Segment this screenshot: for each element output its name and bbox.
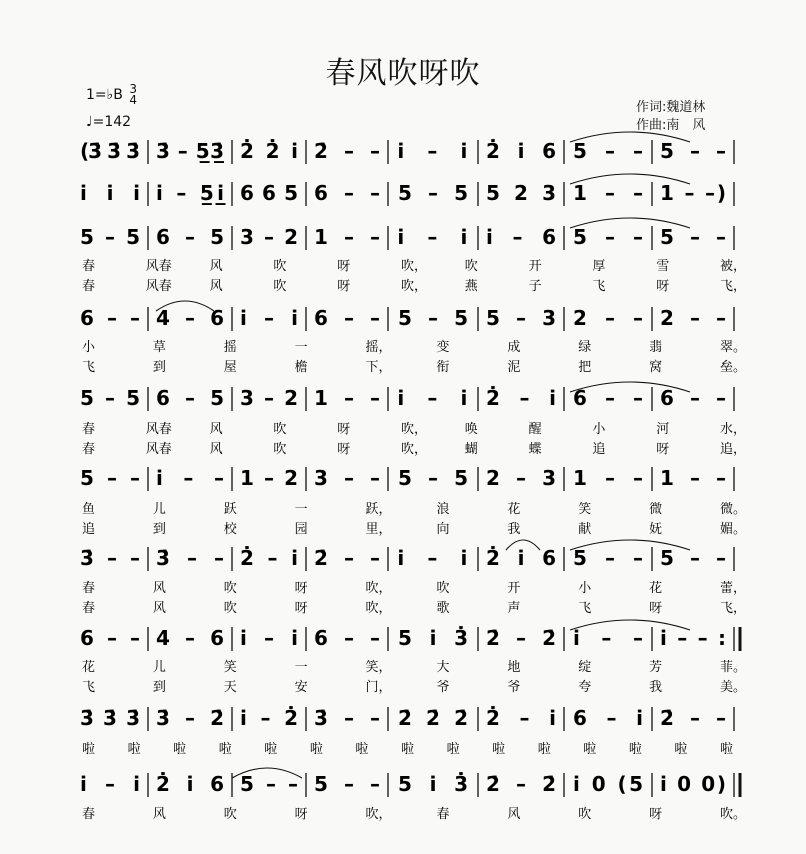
lyric-syllable: 笑 bbox=[223, 660, 237, 675]
lyric-syllable: 爷 bbox=[507, 680, 521, 695]
lyric-syllable: 花 bbox=[507, 502, 521, 517]
lyric-syllable: 献 bbox=[578, 522, 592, 537]
lyric-syllable: 啦 bbox=[628, 742, 642, 757]
lyric-syllable: 风 bbox=[209, 422, 223, 437]
measure-notes: 4 – 6 bbox=[156, 626, 224, 650]
lyric-syllable: 雪 bbox=[656, 259, 670, 274]
measure-notes: i̇ – i̇ bbox=[397, 139, 468, 163]
measure-notes: 2̇ – i̇ bbox=[486, 386, 556, 410]
measure-notes: 3 – 2 bbox=[240, 225, 298, 249]
lyric-syllable: 微 bbox=[649, 502, 663, 517]
tempo-mark: ♩=142 bbox=[86, 114, 132, 130]
lyric-syllable: 妩 bbox=[649, 522, 663, 537]
lyric-syllable: 啦 bbox=[82, 742, 96, 757]
lyric-syllable: 儿 bbox=[152, 660, 166, 675]
lyric-syllable: 呀 bbox=[337, 259, 351, 274]
measure-notes: 2̇ – – bbox=[314, 139, 380, 163]
lyric-syllable: 呀 bbox=[649, 601, 663, 616]
lyric-syllable: 窝 bbox=[649, 360, 663, 375]
lyric-syllable: 小 bbox=[578, 581, 592, 596]
lyric-syllable: 春 bbox=[82, 422, 96, 437]
lyric-syllable: 笑 bbox=[578, 502, 592, 517]
measure-notes: 2̇ – 2̇ bbox=[486, 772, 556, 796]
measure-notes: 6 – 5 bbox=[156, 386, 224, 410]
measure-notes: 2̇ – i̇ bbox=[240, 546, 298, 570]
lyric-syllable: 追， bbox=[720, 442, 747, 457]
lyric-syllable: 吹， bbox=[401, 259, 428, 274]
lyric-syllable: 被， bbox=[720, 259, 747, 274]
measure-notes: 1 – 2 bbox=[240, 466, 298, 490]
lyric-syllable: 成 bbox=[507, 340, 521, 355]
measure-notes: 2̇ 2̇ 2̇ bbox=[398, 706, 468, 730]
measure-notes: 5 i̇ 3̇ bbox=[398, 626, 468, 650]
measure-notes: i̇ – i̇ bbox=[397, 225, 468, 249]
lyric-syllable: 吹 bbox=[464, 259, 478, 274]
lyric-syllable: 吹 bbox=[273, 442, 287, 457]
lyric-syllable: 春 bbox=[82, 807, 96, 822]
measure-notes: i̇ 0 0) bbox=[660, 772, 726, 796]
lyric-syllable: 泥 bbox=[507, 360, 521, 375]
lyric-syllable: 风 bbox=[209, 442, 223, 457]
measure-notes: i̇ 0 (5 bbox=[573, 772, 643, 796]
lyric-syllable: 草 bbox=[152, 340, 166, 355]
lyric-syllable: 花 bbox=[649, 581, 663, 596]
lyric-syllable: 醒 bbox=[528, 422, 542, 437]
meter-numerator: 3 bbox=[129, 82, 137, 96]
lyric-syllable: 吹 bbox=[436, 581, 450, 596]
lyric-syllable: 到 bbox=[152, 360, 166, 375]
measure-notes: 3 – 2 bbox=[240, 386, 298, 410]
measure-notes: 5 2 3 bbox=[486, 181, 556, 205]
measure-notes: 1 – – bbox=[573, 181, 643, 205]
measure-notes: 3̇ 3̇ 3̇ bbox=[80, 706, 140, 730]
lyric-syllable: 我 bbox=[649, 680, 663, 695]
measure-notes: i̇ – i̇ bbox=[240, 626, 298, 650]
lyric-syllable: 春 bbox=[436, 807, 450, 822]
lyric-syllable: 呀 bbox=[656, 442, 670, 457]
measure-notes: 6 – – bbox=[573, 386, 643, 410]
measure-notes: 3̇ – – bbox=[80, 546, 140, 570]
lyric-syllable: 屋 bbox=[223, 360, 237, 375]
lyric-syllable: 风 bbox=[152, 581, 166, 596]
lyric-syllable: 飞 bbox=[592, 279, 606, 294]
lyric-syllable: 园 bbox=[294, 522, 308, 537]
measure-notes: 4 – 6 bbox=[156, 306, 224, 330]
lyric-syllable: 一 bbox=[294, 340, 308, 355]
lyric-syllable: 歌 bbox=[436, 601, 450, 616]
lyric-syllable: 呀 bbox=[294, 601, 308, 616]
lyric-syllable: 檐 bbox=[294, 360, 308, 375]
lyric-syllable: 小 bbox=[82, 340, 96, 355]
lyric-syllable: 花 bbox=[82, 660, 96, 675]
lyric-syllable: 到 bbox=[152, 680, 166, 695]
lyric-syllable: 吹 bbox=[273, 422, 287, 437]
measure-notes: 2̇ i̇ 6 bbox=[156, 772, 224, 796]
lyric-syllable: 厚 bbox=[592, 259, 606, 274]
song-title: 春风吹呀吹 bbox=[325, 56, 481, 91]
measure-notes: 5 – – bbox=[573, 546, 643, 570]
measure-notes: i̇ – – : bbox=[660, 626, 726, 650]
measure-notes: 5 – 5 bbox=[398, 306, 468, 330]
lyric-syllable: 摇， bbox=[365, 340, 392, 355]
measure-notes: 2̇ i̇ 6 bbox=[486, 139, 556, 163]
lyric-syllable: 地 bbox=[507, 660, 521, 675]
lyric-syllable: 水， bbox=[720, 422, 747, 437]
lyric-syllable: 一 bbox=[294, 660, 308, 675]
lyric-syllable: 飞 bbox=[82, 360, 96, 375]
measure-notes: i̇ – i̇ bbox=[240, 306, 298, 330]
lyric-syllable: 呀 bbox=[656, 279, 670, 294]
lyric-syllable: 吹， bbox=[365, 807, 392, 822]
measure-notes: 2̇ 2̇ i̇ bbox=[240, 139, 298, 163]
lyric-syllable: 摇 bbox=[223, 340, 237, 355]
lyric-syllable: 开 bbox=[507, 581, 521, 596]
measure-notes: 6 6 5 bbox=[240, 181, 298, 205]
measure-notes: 1 – – bbox=[314, 225, 380, 249]
lyric-syllable: 鱼 bbox=[82, 502, 96, 517]
lyric-syllable: 跃 bbox=[223, 502, 237, 517]
lyric-syllable: 风 bbox=[507, 807, 521, 822]
lyric-syllable: 吹 bbox=[223, 807, 237, 822]
lyric-syllable: 变 bbox=[436, 340, 450, 355]
measure-notes: 5 – – bbox=[660, 225, 726, 249]
lyric-syllable: 吹， bbox=[365, 601, 392, 616]
measure-notes: i̇ – i̇ bbox=[80, 772, 140, 796]
lyric-syllable: 菲。 bbox=[720, 660, 747, 675]
lyric-syllable: 风 bbox=[152, 601, 166, 616]
measure-notes: 6 – – bbox=[314, 181, 380, 205]
lyric-syllable: 啦 bbox=[401, 742, 415, 757]
lyric-syllable: 门， bbox=[365, 680, 392, 695]
lyric-syllable: 儿 bbox=[152, 502, 166, 517]
lyric-syllable: 春 bbox=[82, 279, 96, 294]
lyric-syllable: 啦 bbox=[537, 742, 551, 757]
measure-notes: 5 – – bbox=[240, 772, 298, 796]
measure-notes: 5 – 5 bbox=[80, 386, 140, 410]
lyric-syllable: 我 bbox=[507, 522, 521, 537]
measure-notes: 6 – – bbox=[80, 626, 140, 650]
lyric-syllable: 吹 bbox=[578, 807, 592, 822]
key-label: 1=♭B bbox=[86, 87, 123, 103]
lyric-syllable: 蝶 bbox=[528, 442, 542, 457]
lyric-syllable: 开 bbox=[528, 259, 542, 274]
measure-notes: i̇ i̇ i̇ bbox=[80, 181, 140, 205]
lyric-syllable: 追 bbox=[82, 522, 96, 537]
measure-notes: i̇ – 5̲i̲̇ bbox=[156, 181, 224, 205]
lyric-syllable: 风 bbox=[209, 259, 223, 274]
lyric-syllable: 呀 bbox=[337, 279, 351, 294]
measure-notes: 3̇ – 2̇ bbox=[156, 706, 224, 730]
measure-notes: 2̇ i̇ 6 bbox=[486, 546, 556, 570]
lyric-syllable: 吹， bbox=[401, 422, 428, 437]
lyric-syllable: 风春 bbox=[145, 259, 172, 274]
measure-notes: i̇ – – bbox=[156, 466, 224, 490]
measure-notes: 5 – 3 bbox=[486, 306, 556, 330]
lyric-syllable: 风春 bbox=[145, 422, 172, 437]
lyric-syllable: 向 bbox=[436, 522, 450, 537]
measure-notes: (3̇ 3̇ 3̇ bbox=[80, 139, 140, 163]
lyric-syllable: 呀 bbox=[649, 807, 663, 822]
lyric-syllable: 飞 bbox=[82, 680, 96, 695]
measure-notes: 5 i̇ 3̇ bbox=[398, 772, 468, 796]
lyric-syllable: 翡 bbox=[649, 340, 663, 355]
measure-notes: 1 – – bbox=[660, 466, 726, 490]
lyric-syllable: 呀 bbox=[294, 807, 308, 822]
lyric-syllable: 燕 bbox=[464, 279, 478, 294]
lyric-syllable: 追 bbox=[592, 442, 606, 457]
composer: 作曲:南 风 bbox=[636, 118, 706, 133]
lyric-syllable: 春 bbox=[82, 259, 96, 274]
lyric-syllable: 吹 bbox=[223, 601, 237, 616]
lyric-syllable: 风 bbox=[152, 807, 166, 822]
measure-notes: 2 – – bbox=[573, 306, 643, 330]
lyric-syllable: 微。 bbox=[720, 502, 747, 517]
lyric-syllable: 子 bbox=[528, 279, 542, 294]
lyric-syllable: 风春 bbox=[145, 279, 172, 294]
measure-notes: i̇ – – bbox=[573, 626, 643, 650]
lyric-syllable: 一 bbox=[294, 502, 308, 517]
lyric-syllable: 爷 bbox=[436, 680, 450, 695]
lyric-syllable: 啦 bbox=[173, 742, 187, 757]
lyric-syllable: 吹， bbox=[401, 279, 428, 294]
measure-notes: 2̇ – – bbox=[660, 706, 726, 730]
measure-notes: i̇ – 6 bbox=[486, 225, 556, 249]
lyric-syllable: 啦 bbox=[583, 742, 597, 757]
lyric-syllable: 跃， bbox=[365, 502, 392, 517]
lyric-syllable: 小 bbox=[592, 422, 606, 437]
lyric-syllable: 啦 bbox=[720, 742, 734, 757]
measure-notes: 6 – – bbox=[314, 626, 380, 650]
lyric-syllable: 吹， bbox=[401, 442, 428, 457]
lyric-syllable: 绿 bbox=[578, 340, 592, 355]
lyric-syllable: 蕾， bbox=[720, 581, 747, 596]
measure-notes: 2̇ – – bbox=[314, 546, 380, 570]
lyric-syllable: 呀 bbox=[337, 422, 351, 437]
lyric-syllable: 声 bbox=[507, 601, 521, 616]
lyric-syllable: 吹。 bbox=[720, 807, 747, 822]
lyric-syllable: 绽 bbox=[578, 660, 592, 675]
lyric-syllable: 啦 bbox=[674, 742, 688, 757]
lyricist: 作词:魏道林 bbox=[636, 100, 706, 115]
lyric-syllable: 美。 bbox=[720, 680, 747, 695]
lyric-syllable: 芳 bbox=[649, 660, 663, 675]
measure-notes: 5 – – bbox=[80, 466, 140, 490]
measure-notes: 5 – – bbox=[573, 225, 643, 249]
measure-notes: 6 – – bbox=[660, 386, 726, 410]
measure-notes: 5 – 5 bbox=[398, 181, 468, 205]
lyric-syllable: 唤 bbox=[464, 422, 478, 437]
lyric-syllable: 翠。 bbox=[720, 340, 747, 355]
measure-notes: 6 – i̇ bbox=[573, 706, 643, 730]
measure-notes: 5 – 5 bbox=[398, 466, 468, 490]
lyric-syllable: 春 bbox=[82, 581, 96, 596]
lyric-syllable: 风 bbox=[209, 279, 223, 294]
lyric-syllable: 啦 bbox=[309, 742, 323, 757]
lyric-syllable: 啦 bbox=[264, 742, 278, 757]
lyric-syllable: 把 bbox=[578, 360, 592, 375]
measure-notes: 1 – – bbox=[573, 466, 643, 490]
lyric-syllable: 垒。 bbox=[720, 360, 747, 375]
measure-notes: 3̇ – – bbox=[314, 706, 380, 730]
measure-notes: 2 – 3 bbox=[486, 466, 556, 490]
lyric-syllable: 校 bbox=[223, 522, 237, 537]
measure-notes: 5 – 5 bbox=[80, 225, 140, 249]
lyric-syllable: 大 bbox=[436, 660, 450, 675]
lyric-syllable: 啦 bbox=[446, 742, 460, 757]
measure-notes: 2 – – bbox=[660, 306, 726, 330]
lyric-syllable: 到 bbox=[152, 522, 166, 537]
lyric-syllable: 啦 bbox=[127, 742, 141, 757]
measure-notes: 1 – – bbox=[314, 386, 380, 410]
measure-notes: i̇ – 2̇ bbox=[240, 706, 298, 730]
lyric-syllable: 飞 bbox=[578, 601, 592, 616]
lyric-syllable: 天 bbox=[223, 680, 237, 695]
lyric-syllable: 吹 bbox=[223, 581, 237, 596]
lyric-syllable: 蝴 bbox=[464, 442, 478, 457]
measure-notes: 6 – – bbox=[80, 306, 140, 330]
lyric-syllable: 啦 bbox=[492, 742, 506, 757]
lyric-syllable: 河 bbox=[656, 422, 670, 437]
measure-notes: 1 – –) bbox=[660, 181, 726, 205]
lyric-syllable: 呀 bbox=[294, 581, 308, 596]
lyric-syllable: 安 bbox=[294, 680, 308, 695]
lyric-syllable: 啦 bbox=[218, 742, 232, 757]
lyric-syllable: 风春 bbox=[145, 442, 172, 457]
measure-notes: 3̇ – 5̲3̲̇ bbox=[156, 139, 224, 163]
lyric-syllable: 浪 bbox=[436, 502, 450, 517]
lyric-syllable: 笑， bbox=[365, 660, 392, 675]
lyric-syllable: 下， bbox=[365, 360, 392, 375]
measure-notes: 6 – – bbox=[314, 306, 380, 330]
lyric-syllable: 飞， bbox=[720, 279, 747, 294]
lyric-syllable: 里， bbox=[365, 522, 392, 537]
lyric-syllable: 吹 bbox=[273, 259, 287, 274]
measure-notes: 5 – – bbox=[573, 139, 643, 163]
measure-notes: 3 – – bbox=[314, 466, 380, 490]
measure-notes: 2̇ – i̇ bbox=[486, 706, 556, 730]
lyric-syllable: 夸 bbox=[578, 680, 592, 695]
lyric-syllable: 春 bbox=[82, 442, 96, 457]
lyric-syllable: 春 bbox=[82, 601, 96, 616]
lyric-syllable: 媚。 bbox=[720, 522, 747, 537]
measure-notes: 6 – 5 bbox=[156, 225, 224, 249]
lyric-syllable: 飞， bbox=[720, 601, 747, 616]
lyric-syllable: 呀 bbox=[337, 442, 351, 457]
meter-denominator: 4 bbox=[129, 93, 137, 107]
measure-notes: 5 – – bbox=[314, 772, 380, 796]
measure-notes: i̇ – i̇ bbox=[397, 546, 468, 570]
lyric-syllable: 吹， bbox=[365, 581, 392, 596]
lyric-syllable: 吹 bbox=[273, 279, 287, 294]
lyric-syllable: 衔 bbox=[436, 360, 450, 375]
measure-notes: 2̇ – 2̇ bbox=[486, 626, 556, 650]
measure-notes: i̇ – i̇ bbox=[397, 386, 468, 410]
measure-notes: 5 – – bbox=[660, 546, 726, 570]
lyric-syllable: 啦 bbox=[355, 742, 369, 757]
measure-notes: 3̇ – – bbox=[156, 546, 224, 570]
measure-notes: 5 – – bbox=[660, 139, 726, 163]
